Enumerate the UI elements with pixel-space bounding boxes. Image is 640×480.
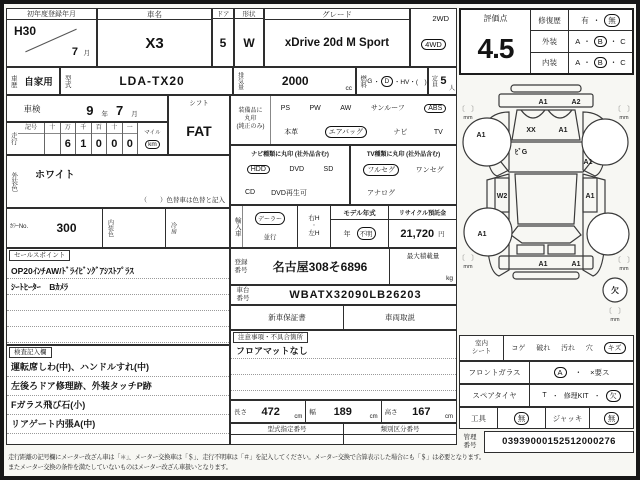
tread-bracket-top-right: 〔 〕 (614, 106, 634, 113)
height-unit: cm (444, 414, 453, 420)
windshield-outline (497, 142, 595, 172)
displacement-cell (233, 67, 356, 95)
equip-leather: 本革 (284, 129, 299, 136)
mm-unit-top-left: mm (463, 115, 473, 121)
import-dealer-circled: デーラー (255, 212, 285, 225)
tv-type-header: TV種類に丸印 (社外品含む) (366, 152, 441, 158)
exterior-color-value: ホワイト (35, 170, 75, 181)
tv-analog: アナログ (367, 189, 395, 197)
tv-type-cell (350, 145, 457, 205)
notes-section (230, 330, 457, 400)
spare-tire-missing-circled: 欠 (606, 390, 621, 402)
digit-value: 1 (80, 138, 87, 150)
trunk-left-outline (517, 245, 544, 254)
exterior-grade-a: A (575, 36, 581, 46)
history-value: 自家用 (24, 77, 53, 88)
equip-pw: PW (309, 104, 321, 112)
left-door-mark: W2 (496, 193, 508, 200)
management-number-value: 03939000152512000276 (484, 431, 634, 453)
mileage-digit-column (75, 123, 91, 154)
registration-label: 登録番号 (234, 258, 248, 274)
notes-label: 注意事項・不具合箇所 (233, 332, 308, 343)
rear-bumper-corner-mark: A1 (571, 261, 581, 268)
spare-tire-t: T (542, 392, 547, 399)
chassis-label: 車台番号 (236, 287, 250, 302)
tread-bracket-mid-left: 〔 〕 (459, 255, 478, 262)
width-unit: cm (369, 414, 378, 420)
documents-row (230, 305, 457, 330)
warranty-book: 新車保証書 (231, 306, 344, 329)
color-no-label: ｶﾗｰNo. (9, 224, 29, 231)
tv-fullseg-circled: フルセグ (363, 164, 399, 176)
equip-ps: PS (280, 104, 291, 112)
footer-fine-print (8, 453, 532, 475)
hood-left-mark: XX (526, 127, 536, 134)
repair-history-label: 修復歴 (531, 10, 569, 30)
mileage-sign-header: 記号 (18, 123, 44, 134)
exterior-grade-c: C (620, 36, 626, 46)
sales-point-line: ｼｰﾄﾋｰﾀｰ Bｶﾒﾗ (7, 279, 229, 295)
seat-stain: 汚れ (561, 345, 576, 352)
model-code-label: 型式 (63, 74, 71, 88)
front-glass-a-circled: A (554, 367, 567, 378)
rear-bumper-mark: A1 (538, 261, 548, 268)
first-registration-value (7, 20, 96, 60)
repair-no-circled: 無 (604, 14, 620, 27)
grade-cell (264, 8, 410, 67)
empty-line (231, 359, 456, 375)
repair-dot: ・ (592, 15, 601, 25)
car-name-cell (97, 8, 212, 67)
capacity-value: 5 (440, 75, 447, 87)
length-unit: cm (294, 414, 303, 420)
length-value: 472 (261, 405, 280, 418)
interior-color-value (116, 209, 165, 247)
roof-outline (515, 174, 577, 224)
jack-none-circled: 無 (604, 412, 620, 425)
front-left-wheel-mark: A1 (476, 132, 486, 139)
mm-unit-mid-right: mm (619, 266, 629, 272)
model-code-value: LDA-TX20 (119, 74, 185, 88)
mileage-digit-column (91, 123, 107, 154)
car-name-label: 車名 (98, 9, 211, 20)
type-designation-value (231, 435, 343, 444)
mileage-digit-column (60, 123, 76, 154)
tread-bracket-mid-right: 〔 〕 (614, 257, 634, 264)
shaken-month: 7 (116, 103, 124, 118)
class-number-value (344, 435, 456, 444)
digit-header: 千 (76, 123, 91, 134)
equip-airbag-circled: エアバッグ (325, 126, 367, 138)
first-reg-month: 7 (71, 45, 78, 58)
right-hand-drive: 右H (308, 214, 320, 222)
first-reg-month-unit: 月 (83, 49, 90, 57)
footer-line-2: またメーター交換の条件を満たしていないものはメーター改ざん車扱いとなります。 (8, 463, 232, 471)
first-reg-era: H30 (14, 23, 37, 38)
fuel-separator: ・ (373, 78, 380, 86)
seat-hole: 穴 (585, 345, 593, 352)
car-damage-diagram (459, 80, 634, 333)
import-cell (230, 205, 457, 248)
digit-value: 0 (126, 138, 133, 150)
exterior-grade-b-circled: B (594, 36, 607, 47)
shaken-month-unit: 月 (131, 111, 138, 118)
mileage-unit-mile: マイル (144, 129, 161, 136)
spare-tire-dot: ・ (593, 392, 601, 400)
front-bumper-mark: A1 (538, 99, 548, 106)
management-number-label: 管理番号 (463, 434, 477, 449)
notes-line: フロアマットなし (231, 343, 456, 359)
hand-drive-dot: ・ (311, 223, 317, 230)
spare-tire-dot: ・ (551, 392, 559, 400)
score-value: 4.5 (477, 32, 514, 64)
right-door-mark: A1 (585, 193, 595, 200)
drive-4wd-circled: 4WD (421, 39, 446, 50)
shift-label: シフト (189, 100, 209, 107)
grade-dot: ・ (609, 36, 618, 46)
sales-point-label: セールスポイント (9, 250, 70, 261)
seat-condition-row (459, 335, 634, 361)
shaken-year: 9 (86, 103, 94, 118)
car-name-value: X3 (145, 34, 164, 52)
drive-2wd: 2WD (432, 14, 449, 23)
fuel-cell (356, 67, 428, 95)
car-diagram-svg (459, 80, 634, 333)
history-label: 車歴 (9, 74, 17, 88)
mileage-digit-column (44, 123, 60, 154)
trunk-right-outline (548, 245, 575, 254)
recycle-deposit-unit: 円 (438, 231, 445, 238)
color-number-row (6, 208, 230, 248)
capacity-unit: 人 (448, 86, 455, 92)
empty-line (231, 375, 456, 391)
chassis-cell (230, 285, 457, 305)
spare-tire-label: スペアタイヤ (460, 385, 530, 406)
interior-grade-label: 内装 (531, 53, 569, 73)
jack-label: ジャッキ (546, 408, 590, 428)
max-load-label: 最大積載量 (406, 253, 440, 260)
nav-type-header: ナビ種類に丸印 (社外品含む) (251, 152, 329, 158)
mileage-label: 走行 (9, 132, 17, 145)
drive-type-cell (410, 8, 457, 67)
digit-header: 一 (123, 123, 138, 134)
tool-none-circled: 無 (514, 412, 530, 425)
nav-cd: CD (245, 189, 256, 196)
shaken-label: 車検 (23, 103, 41, 114)
front-glass-row (459, 361, 634, 384)
equip-navi: ナビ (393, 129, 408, 136)
color-change-note: （ ）色替車は色替と記入 (140, 197, 225, 204)
seat-label-2: シート (471, 348, 492, 355)
equip-aw: AW (340, 104, 352, 112)
sales-point-line: OP20ｲﾝﾁAW/ﾄﾞﾗｲﾋﾞﾝｸﾞｱｼｽﾄﾌﾟﾗｽ (7, 263, 229, 279)
rating-box (459, 8, 634, 75)
equipment-label-3: (純正のみ) (236, 123, 265, 130)
empty-line (7, 327, 229, 343)
tools-row (459, 407, 634, 429)
ac-value (179, 209, 229, 247)
seat-label-1: 室内 (475, 340, 488, 348)
displacement-value: 2000 (281, 74, 309, 88)
front-bumper-corner-mark: A2 (571, 99, 581, 106)
nav-sd: SD (323, 166, 334, 173)
dimensions-row (230, 400, 457, 423)
ac-label: 冷房 (169, 222, 176, 234)
mileage-digit-column (106, 123, 122, 154)
spare-tire-kit: 修理KIT (563, 392, 589, 400)
inspector-section (6, 345, 230, 445)
nav-type-cell (230, 145, 350, 205)
digit-value: 0 (111, 138, 118, 150)
interior-grade-c: C (620, 58, 626, 68)
rear-left-wheel-mark: A1 (477, 231, 487, 238)
height-value: 167 (412, 405, 431, 418)
max-load-unit: kg (446, 275, 453, 282)
height-label: 高さ (384, 409, 398, 416)
model-code-cell (60, 67, 233, 95)
digit-value: 0 (95, 138, 102, 150)
import-parallel: 並行 (263, 233, 277, 241)
headlight-arcs (521, 110, 572, 118)
chassis-value: WBATX32090LB26203 (289, 289, 422, 301)
mm-unit-mid-left: mm (463, 264, 473, 270)
front-spoiler-outline (511, 85, 581, 92)
digit-value (45, 134, 60, 154)
model-year-unknown-circled: 不明 (357, 227, 376, 240)
grade-value: xDrive 20d M Sport (284, 37, 390, 50)
import-label: 輸入車 (231, 206, 243, 247)
shape-value: W (243, 35, 255, 50)
model-year-label: モデル年式 (331, 206, 388, 220)
empty-line (7, 295, 229, 311)
repair-yes: 有 (581, 15, 589, 25)
exterior-grade-label: 外装 (531, 31, 569, 51)
width-label: 幅 (309, 409, 316, 416)
equip-sunroof: サンルーフ (370, 105, 405, 112)
tv-oneseg: ワンセグ (415, 166, 444, 174)
shape-cell (234, 8, 264, 67)
inspector-line: 左後ろドア修理跡、外装タッチP跡 (7, 377, 229, 396)
capacity-cell (428, 67, 457, 95)
inspector-line: Fガラス飛び石(小) (7, 396, 229, 415)
shaken-cell (6, 95, 168, 122)
management-number-row (459, 429, 634, 455)
front-glass-label: フロントガラス (460, 362, 530, 383)
equip-tv: TV (433, 128, 443, 136)
rear-window-outline (511, 226, 581, 243)
type-numbers-row (230, 423, 457, 445)
sales-point-section (6, 248, 230, 345)
fuel-label: 燃料 (359, 74, 367, 88)
shaken-year-unit: 年 (101, 111, 108, 118)
rear-right-wheel (587, 213, 629, 255)
history-cell (6, 67, 60, 95)
inspector-line: 運転席しわ(中)、ハンドルすれ(中) (7, 358, 229, 377)
class-number-label: 類別区分番号 (344, 424, 456, 435)
fuel-others: ・HV・( ) (393, 78, 427, 86)
shift-value: FAT (186, 122, 212, 139)
width-value: 189 (333, 405, 352, 418)
inspector-line: リアゲート内張A(中) (7, 415, 229, 434)
exterior-color-cell (6, 155, 230, 208)
rear-left-wheel (464, 208, 512, 256)
type-designation-label: 型式指定番号 (231, 424, 343, 435)
shift-cell (168, 95, 230, 155)
digit-header: 十 (45, 123, 60, 134)
left-hand-drive: 左H (308, 229, 320, 237)
door-cell (212, 8, 234, 67)
hood-right-mark: A1 (558, 127, 568, 134)
spare-tire-missing-mark: 欠 (611, 286, 619, 295)
door-label: ドア (213, 9, 233, 19)
model-year-unit: 年 (343, 230, 351, 238)
recycle-deposit-value: 21,720 (400, 227, 435, 240)
rear-strip-outline (513, 272, 579, 279)
equipment-label-2: 丸印 (244, 116, 257, 123)
interior-grade-b-circled: B (594, 57, 607, 68)
displacement-label: 排気量 (236, 72, 243, 90)
mileage-unit-km-circled: km (145, 140, 160, 149)
door-value: 5 (219, 35, 227, 50)
grade-label: グレード (265, 9, 409, 20)
displacement-unit: cc (345, 85, 352, 92)
mm-unit-spare: mm (610, 317, 620, 323)
seat-burn: コゲ (511, 345, 526, 352)
digit-header: 万 (61, 123, 76, 134)
seat-tear: 破れ (536, 345, 551, 352)
mileage-sign-column (18, 123, 44, 154)
fuel-diesel-circled: D (381, 76, 393, 87)
length-label: 長さ (234, 409, 247, 416)
tread-bracket-spare: 〔 〕 (605, 308, 625, 315)
seat-scratch-circled: キズ (604, 342, 626, 354)
first-registration-cell (6, 8, 97, 67)
inspector-label: 検査記入欄 (9, 347, 52, 358)
digit-header: 百 (92, 123, 107, 134)
registration-value: 名古屋308そ6896 (251, 249, 390, 284)
grade-dot: ・ (609, 58, 618, 68)
windshield-mark: ﾋﾞG (514, 149, 528, 156)
grade-dot: ・ (583, 36, 591, 46)
registration-cell (230, 248, 457, 285)
grade-dot: ・ (583, 58, 591, 68)
interior-grade-a: A (575, 58, 581, 68)
front-glass-x: ×要ス (590, 368, 610, 377)
fuel-gasoline: G (367, 77, 373, 85)
first-registration-label: 初年度登録年月 (7, 9, 96, 20)
exterior-color-label: 外装色 (10, 171, 18, 192)
nav-hdd-circled: HDD (247, 165, 270, 174)
recycle-deposit-label: リサイクル預託金 (389, 206, 456, 220)
footer-line-1: 走行距離の記号欄にメーター改ざん車は「＊」、メーター交換車は「＄」、走行不明車は「＃」を記入してください。メーター交換で合算表示した場合にも「＄」は必要となります。 (8, 454, 485, 461)
shape-label: 形状 (235, 9, 263, 19)
empty-line (7, 311, 229, 327)
mm-unit-top-right: mm (619, 115, 629, 121)
front-glass-dot: ・ (574, 368, 583, 377)
equipment-label-1: 装備品に (238, 108, 263, 115)
hood-outline (512, 110, 580, 140)
nav-dvd: DVD (289, 166, 305, 173)
tool-label: 工具 (460, 408, 498, 428)
nav-dvd-play: DVD再生可 (271, 189, 307, 197)
mileage-cell (6, 122, 168, 155)
equip-abs-circled: ABS (424, 104, 446, 113)
capacity-label: 定員 (430, 75, 437, 87)
score-label: 評価点 (483, 14, 508, 23)
owner-manual: 車両取説 (385, 313, 415, 322)
front-left-wheel (463, 118, 511, 166)
spare-tire-row (459, 384, 634, 407)
equipment-cell (230, 95, 457, 145)
tread-bracket-top-left: 〔 〕 (459, 106, 478, 113)
digit-value: 6 (64, 138, 71, 150)
interior-color-label: 内装色 (106, 219, 113, 237)
color-no-value: 300 (31, 209, 103, 247)
digit-header: 十 (107, 123, 122, 134)
right-fender-mark: A1 (583, 159, 593, 166)
mileage-digit-column (122, 123, 138, 154)
